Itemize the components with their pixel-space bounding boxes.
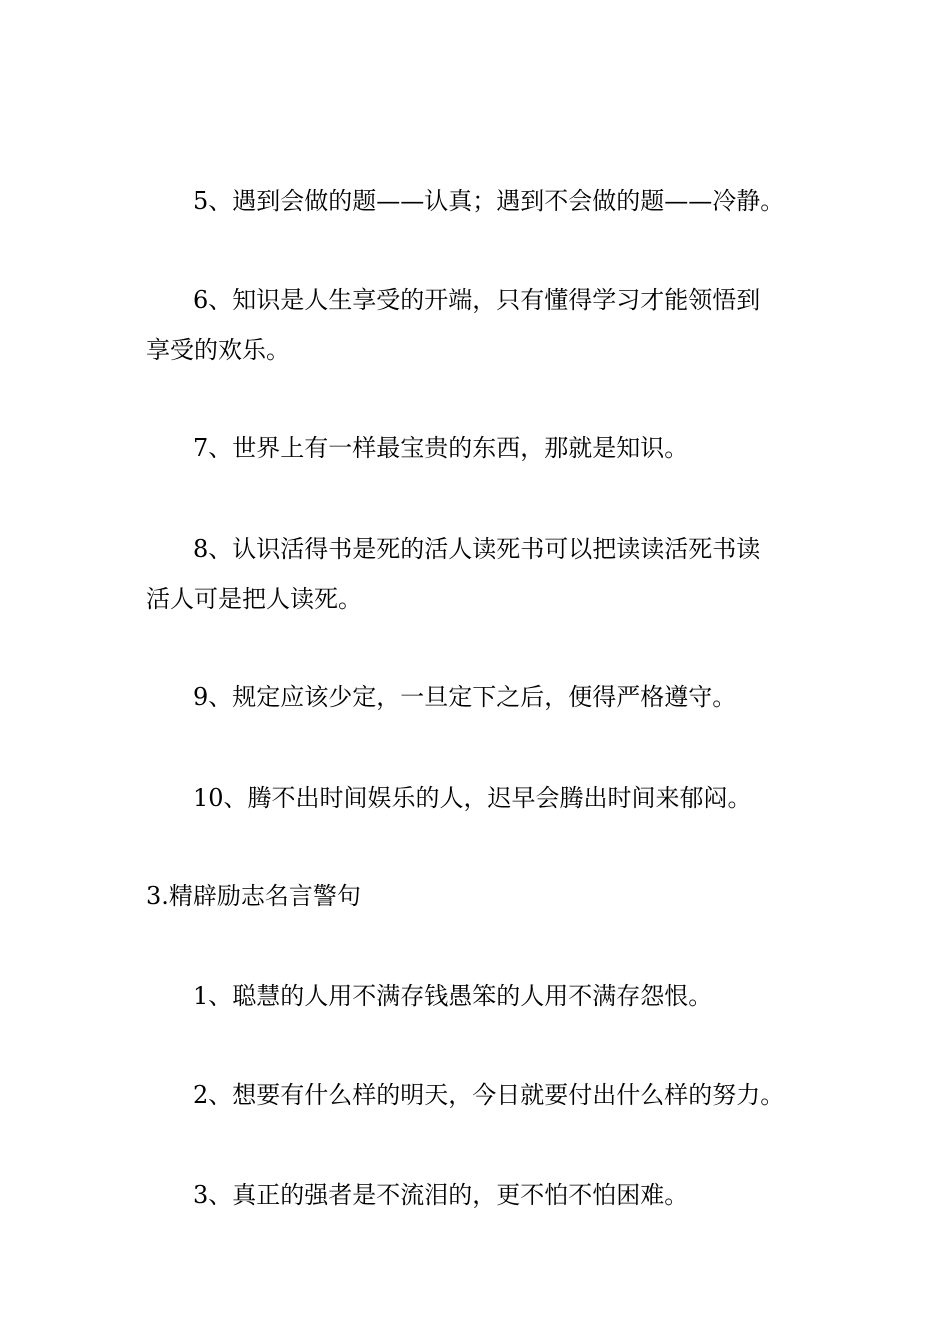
quote-line-8: 8、认识活得书是死的活人读死书可以把读读活死书读 <box>193 535 761 563</box>
quote-line-5: 5、遇到会做的题——认真；遇到不会做的题——冷静。 <box>193 187 785 215</box>
quote-line-6-continued: 享受的欢乐。 <box>146 336 290 364</box>
section-heading: 3.精辟励志名言警句 <box>146 882 361 910</box>
quote-line-1: 1、聪慧的人用不满存钱愚笨的人用不满存怨恨。 <box>193 982 713 1010</box>
quote-line-3: 3、真正的强者是不流泪的，更不怕不怕困难。 <box>193 1181 689 1209</box>
quote-line-6: 6、知识是人生享受的开端，只有懂得学习才能领悟到 <box>193 286 761 314</box>
quote-line-10: 10、腾不出时间娱乐的人，迟早会腾出时间来郁闷。 <box>193 784 752 812</box>
quote-line-2: 2、想要有什么样的明天，今日就要付出什么样的努力。 <box>193 1081 785 1109</box>
quote-line-8-continued: 活人可是把人读死。 <box>146 585 362 613</box>
quote-line-7: 7、世界上有一样最宝贵的东西，那就是知识。 <box>193 434 689 462</box>
quote-line-9: 9、规定应该少定，一旦定下之后，便得严格遵守。 <box>193 683 737 711</box>
